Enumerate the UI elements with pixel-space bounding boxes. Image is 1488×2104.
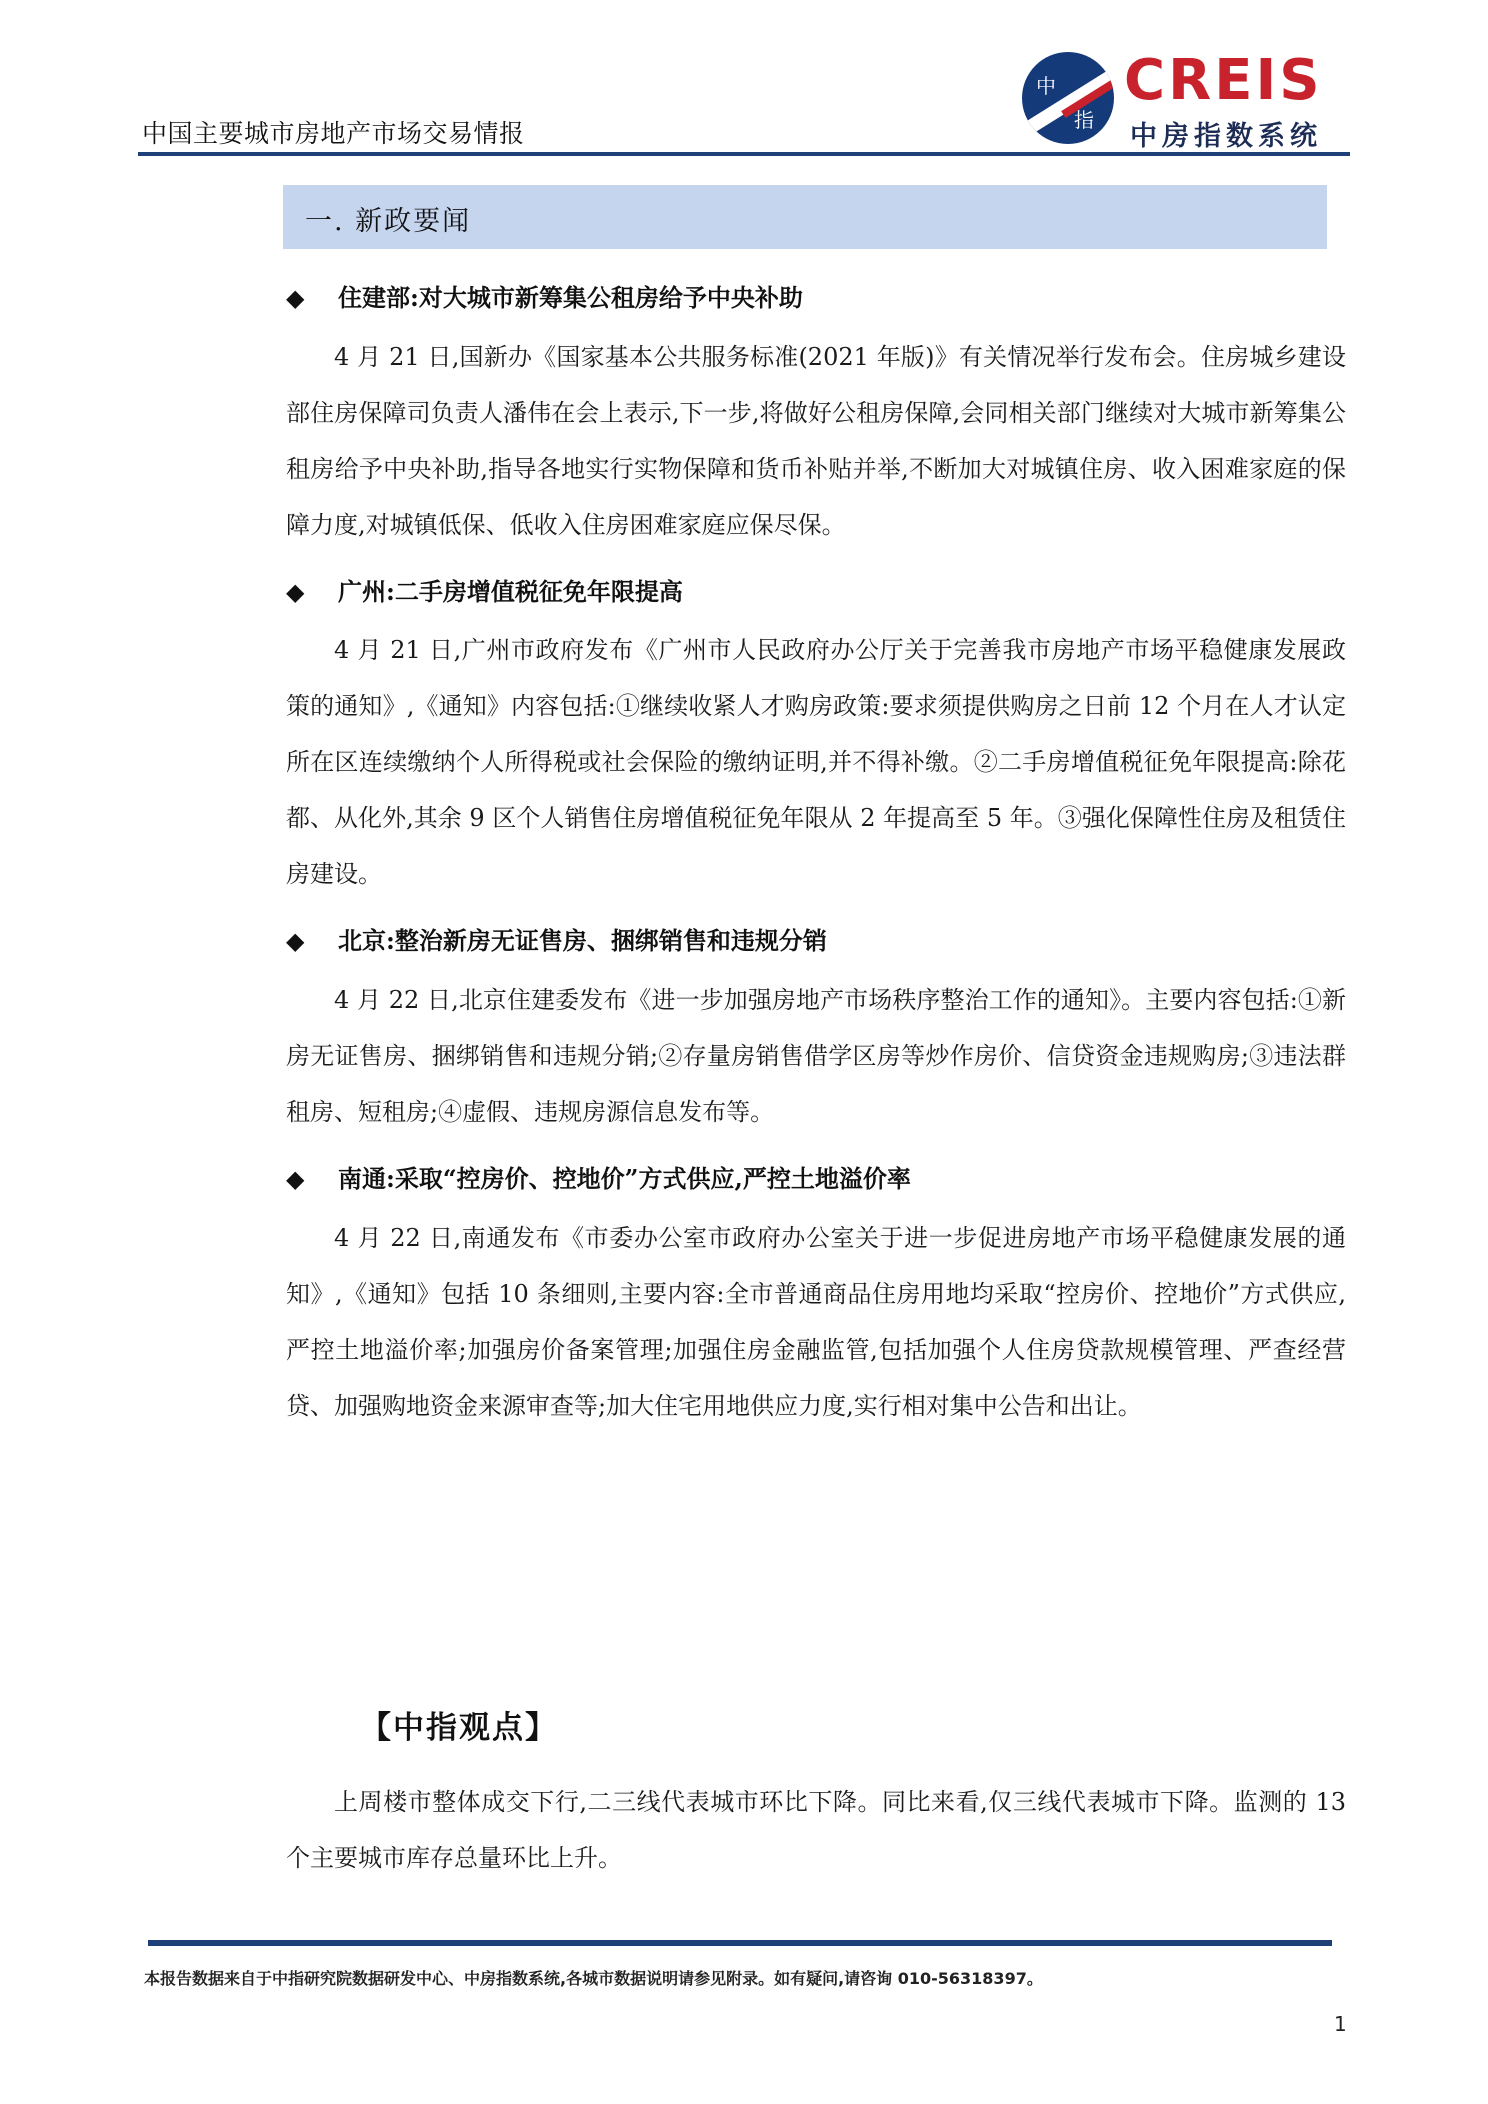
logo-subtitle: 中房指数系统: [1130, 121, 1322, 152]
logo-wordmark: CREIS: [1124, 48, 1323, 113]
news-heading-text: 广州:二手房增值税征免年限提高: [338, 577, 683, 606]
section-title: 一. 新政要闻: [305, 206, 472, 237]
news-heading-text: 南通:采取“控房价、控地价”方式供应,严控土地溢价率: [338, 1164, 911, 1193]
news-heading-text: 北京:整治新房无证售房、捆绑销售和违规分销: [338, 926, 827, 955]
news-heading-3: [286, 921, 827, 956]
news-body-3: 4 月 22 日,北京住建委发布《进一步加强房地产市场秩序整治工作的通知》。主要内容包括:①新房无证售房、捆绑销售和违规分销;②存量房销售借学区房等炒作房价、信贷资金违规购房;③违法群租房、短租房;④虚假、违规房源信息发布等。: [286, 986, 1346, 1126]
logo-char-2: 指: [1074, 108, 1094, 132]
viewpoint-body: 上周楼市整体成交下行,二三线代表城市环比下降。同比来看,仅三线代表城市下降。监测的 13 个主要城市库存总量环比上升。: [286, 1788, 1346, 1872]
logo-emblem-icon: [1022, 52, 1114, 144]
news-heading-4: [286, 1159, 911, 1194]
news-heading-2: [286, 572, 683, 607]
section-heading-bar: [283, 185, 1327, 249]
report-title: 中国主要城市房地产市场交易情报: [142, 119, 525, 148]
news-heading-text: 住建部:对大城市新筹集公租房给予中央补助: [338, 283, 803, 312]
diamond-bullet-icon: ◆: [286, 927, 305, 955]
creis-logo: [1018, 48, 1348, 152]
header-divider: [138, 152, 1350, 156]
news-heading-1: [286, 278, 803, 313]
diamond-bullet-icon: ◆: [286, 1165, 305, 1193]
footer-note: 本报告数据来自于中指研究院数据研发中心、中房指数系统,各城市数据说明请参见附录。如有疑问,请咨询 010-56318397。: [144, 1969, 1043, 1988]
logo-char-1: 中: [1036, 74, 1056, 98]
news-body-2: 4 月 21 日,广州市政府发布《广州市人民政府办公厅关于完善我市房地产市场平稳健康发展政策的通知》,《通知》内容包括:①继续收紧人才购房政策:要求须提供购房之日前 12 个月在人才认定所在区连续缴纳个人所得税或社会保险的缴纳证明,并不得补缴。②二手房增值税征免年限提高:除花都、从化外,其余 9 区个人销售住房增值税征免年限从 2 年提高至 5 年。③强化保障性住房及租赁住房建设。: [286, 636, 1346, 888]
news-body-1: 4 月 21 日,国新办《国家基本公共服务标准(2021 年版)》有关情况举行发布会。住房城乡建设部住房保障司负责人潘伟在会上表示,下一步,将做好公租房保障,会同相关部门继续对大城市新筹集公租房给予中央补助,指导各地实行实物保障和货币补贴并举,不断加大对城镇住房、收入困难家庭的保障力度,对城镇低保、低收入住房困难家庭应保尽保。: [286, 343, 1346, 539]
news-body-4: 4 月 22 日,南通发布《市委办公室市政府办公室关于进一步促进房地产市场平稳健康发展的通知》,《通知》包括 10 条细则,主要内容:全市普通商品住房用地均采取“控房价、控地价”方式供应,严控土地溢价率;加强房价备案管理;加强住房金融监管,包括加强个人住房贷款规模管理、严查经营贷、加强购地资金来源审查等;加大住宅用地供应力度,实行相对集中公告和出让。: [286, 1224, 1346, 1420]
diamond-bullet-icon: ◆: [286, 578, 305, 606]
footer-divider: [148, 1940, 1332, 1946]
diamond-bullet-icon: ◆: [286, 284, 305, 312]
page-number: 1: [1334, 2012, 1347, 2036]
viewpoint-title: 【中指观点】: [360, 1710, 558, 1746]
